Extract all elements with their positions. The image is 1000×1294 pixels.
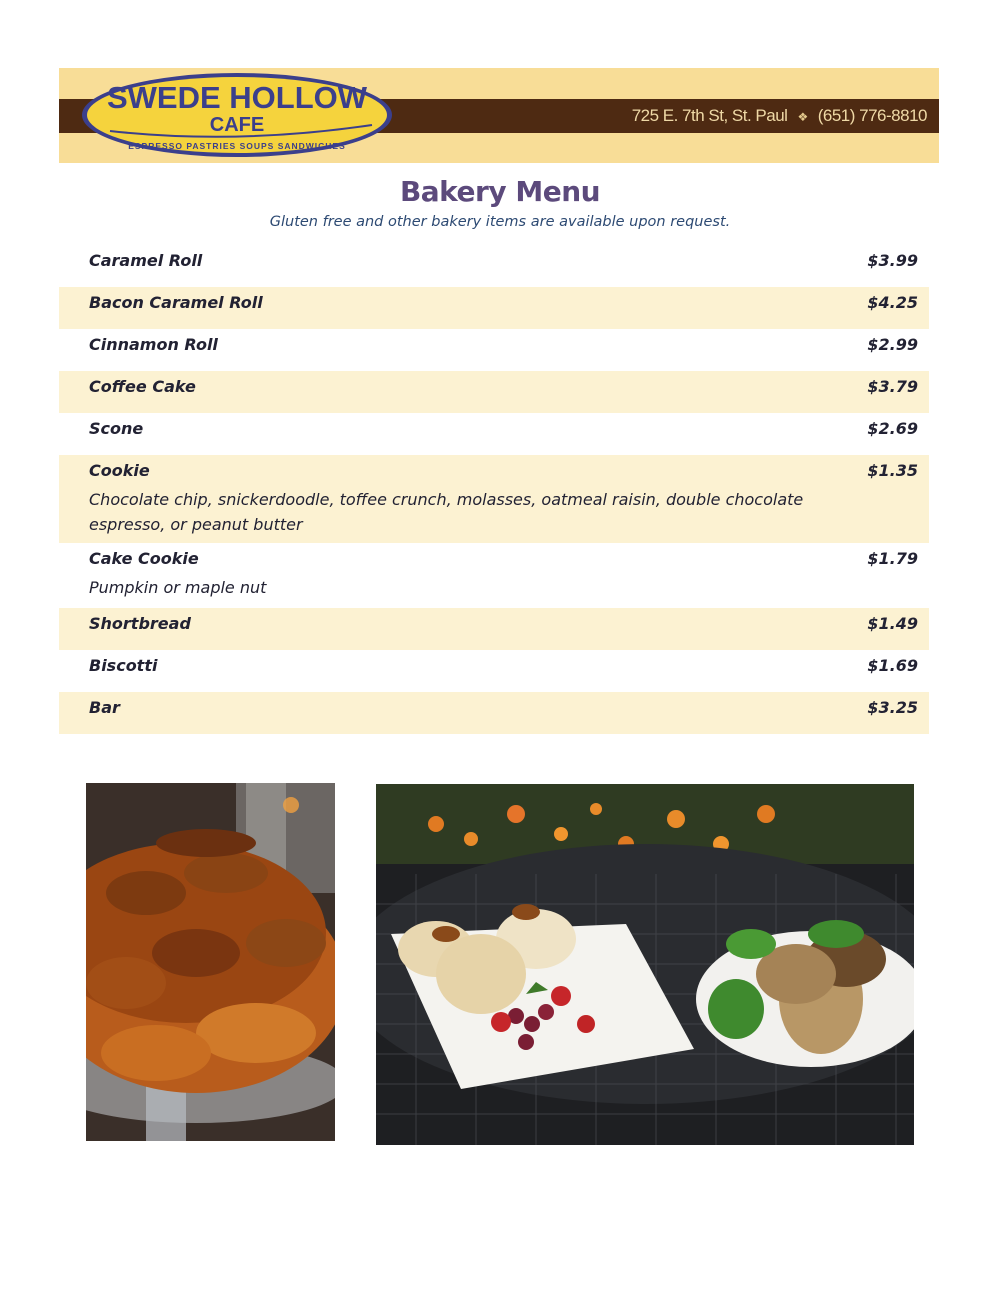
menu-row [59, 245, 929, 287]
menu-row [59, 608, 929, 650]
item-price: $4.25 [867, 293, 918, 312]
item-name: Cookie [89, 461, 150, 480]
item-price: $3.99 [867, 251, 918, 270]
item-name: Scone [89, 419, 144, 438]
menu-row [59, 329, 929, 371]
item-description: Pumpkin or maple nut [89, 578, 267, 597]
logo-tagline: ESPRESSO PASTRIES SOUPS SANDWICHES [128, 141, 346, 151]
item-name: Caramel Roll [89, 251, 203, 270]
patio-pastries-photo [376, 784, 914, 1145]
menu-list [59, 245, 929, 734]
menu-row [59, 371, 929, 413]
header-banner [59, 68, 939, 163]
item-price: $2.99 [867, 335, 918, 354]
item-description: Chocolate chip, snickerdoodle, toffee crunch, molasses, oatmeal raisin, double chocolate espresso, or peanut butter [89, 490, 804, 534]
caramel-roll-illustration [86, 783, 335, 1141]
item-price: $1.79 [867, 549, 918, 568]
item-name: Coffee Cake [89, 377, 196, 396]
menu-row [59, 543, 929, 608]
item-price: $2.69 [867, 419, 918, 438]
patio-pastries-illustration [376, 784, 914, 1145]
logo-sub: CAFE [209, 114, 265, 136]
menu-row [59, 413, 929, 455]
item-name: Bar [89, 698, 120, 717]
menu-row [59, 455, 929, 543]
item-price: $1.69 [867, 656, 918, 675]
menu-row [59, 287, 929, 329]
item-price: $3.25 [867, 698, 918, 717]
logo-name: SWEDE HOLLOW [106, 80, 368, 115]
item-name: Bacon Caramel Roll [89, 293, 263, 312]
item-price: $1.49 [867, 614, 918, 633]
page-title: Bakery Menu [399, 175, 601, 208]
menu-row [59, 650, 929, 692]
page-subtitle: Gluten free and other bakery items are available upon request. [269, 214, 731, 230]
item-price: $1.35 [867, 461, 918, 480]
item-name: Biscotti [89, 656, 158, 675]
phone-text: (651) 776-8810 [817, 106, 927, 125]
separator-diamond-icon: ❖ [797, 110, 808, 124]
item-name: Cake Cookie [89, 549, 199, 568]
item-name: Shortbread [89, 614, 191, 633]
cafe-logo [80, 71, 394, 159]
address-text: 725 E. 7th St, St. Paul [631, 106, 788, 125]
item-name: Cinnamon Roll [89, 335, 218, 354]
menu-row [59, 692, 929, 734]
address-line [632, 102, 927, 130]
caramel-roll-photo [86, 783, 335, 1141]
item-price: $3.79 [867, 377, 918, 396]
